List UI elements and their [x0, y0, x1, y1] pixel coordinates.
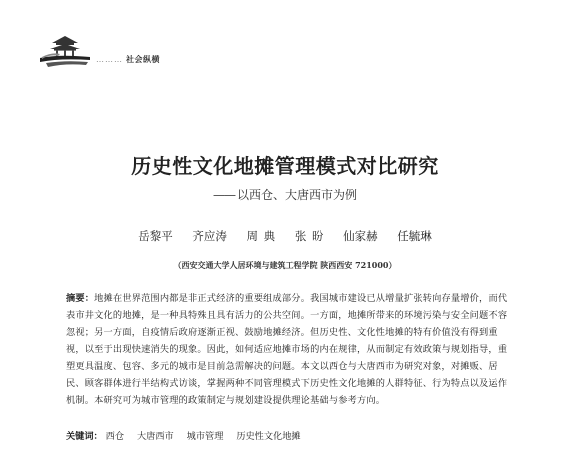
author-name: 张 昐: [294, 229, 324, 243]
keyword: 大唐西市: [136, 431, 174, 442]
keywords-line: [66, 428, 516, 442]
section-tag: [96, 54, 160, 65]
subtitle-dash: ——: [212, 188, 235, 202]
subtitle-text: 以西仓、大唐西市为例: [236, 188, 357, 202]
keyword: 西仓: [105, 431, 125, 442]
paper-subtitle: [0, 186, 570, 203]
author-affiliation: （西安交通大学人居环境与建筑工程学院 陕西西安 721000）: [173, 260, 397, 270]
abstract-paragraph: [66, 290, 516, 409]
journal-logo-pavilion-icon: [38, 30, 92, 70]
author-name: 任毓琳: [397, 229, 432, 243]
author-name: 齐应涛: [192, 229, 227, 243]
paper-title: 历史性文化地摊管理模式对比研究: [131, 154, 439, 178]
author-name: 岳黎平: [138, 229, 173, 243]
author-name: 周 典: [246, 229, 276, 243]
author-list: [0, 228, 570, 244]
keyword: 历史性文化地摊: [236, 431, 301, 442]
abstract-label: 摘要：: [66, 293, 95, 304]
section-dots: ………: [96, 55, 123, 64]
section-name: 社会纵横: [126, 55, 160, 64]
keywords-label: 关键词：: [66, 431, 103, 442]
abstract-text: 地摊在世界范围内都是非正式经济的重要组成部分。我国城市建设已从增量扩张转向存量增价，而代表市井文化的地摊，是一种具特殊且具有活力的公共空间。一方面，地摊所带来的环境污染与安全问题不容忽视；另一方面，自疫情后政府逐渐正视、鼓励地摊经济。但历史性、文化性地摊的特有价值没有得到重视，以至于出现快速消失的现象。因此，如何适应地摊市场的内在规律，从而制定有效政策与规划指导，重塑更具温度、包容、多元的城市是目前急需解决的问题。本文以西仓与大唐西市为研究对象，对摊贩、居民、顾客群体进行半结构式访谈，掌握两种不同管理模式下历史性文化地摊的人群特征、行为特点以及运作机制。本研究可为城市管理的政策制定与规划建设提供理论基础与参考方向。: [66, 293, 508, 406]
author-name: 仙家赫: [343, 229, 378, 243]
keyword: 城市管理: [186, 431, 224, 442]
